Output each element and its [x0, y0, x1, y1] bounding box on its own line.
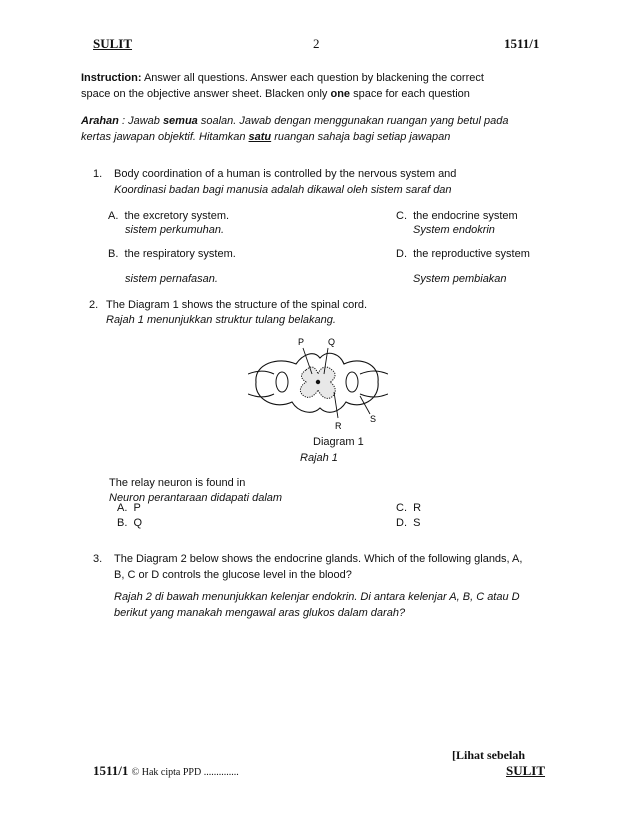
q2-option-b	[117, 515, 142, 531]
diagram-label-r: R	[335, 421, 342, 431]
diagram-label-s: S	[370, 414, 377, 424]
instruction-en-text-3: space for each question	[350, 88, 470, 100]
q1-option-c-en: the endocrine system	[413, 210, 518, 222]
instruction-en-bold: one	[330, 88, 351, 100]
q3-stem-en-line-2: B, C or D controls the glucose level in the blood?	[114, 569, 352, 581]
page-number: 2	[313, 36, 320, 51]
q1-option-d-letter: D.	[396, 248, 407, 260]
q2-option-d-text: S	[413, 517, 421, 529]
central-canal	[316, 380, 320, 384]
pointer-s	[360, 396, 370, 414]
q2-relay-stem-ms: Neuron perantaraan didapati dalam	[109, 492, 283, 504]
q2-option-b-letter: B.	[117, 517, 128, 529]
nerve-root-left-top	[248, 371, 274, 374]
instruction-ms-text-2: soalan. Jawab dengan menggunakan ruangan yang betul pada	[197, 115, 509, 127]
q1-option-a-ms: sistem perkumuhan.	[125, 224, 225, 236]
spinal-cord-diagram	[248, 334, 388, 432]
turn-over-note: [Lihat sebelah	[452, 748, 526, 762]
q2-option-a-text: P	[133, 502, 141, 514]
instruction-ms-bold-2: satu	[248, 131, 272, 143]
q3-stem-ms	[114, 589, 564, 621]
q2-option-d-letter: D.	[396, 517, 407, 529]
q1-number: 1.	[93, 168, 103, 180]
q2-option-c	[396, 500, 421, 516]
q3-stem-en	[114, 551, 564, 583]
ganglion-right	[346, 372, 358, 392]
diagram-1-caption-ms: Rajah 1	[300, 452, 338, 464]
arahan-label: Arahan	[81, 115, 119, 127]
q1-option-b	[108, 246, 236, 262]
diagram-label-p: P	[298, 337, 305, 347]
q3-stem-ms-line-2: berikut yang manakah mengawal aras glukos dalam darah?	[114, 607, 406, 619]
pointer-r	[334, 392, 338, 418]
q2-stem-ms: Rajah 1 menunjukkan struktur tulang belakang.	[106, 314, 336, 326]
q1-option-b-letter: B.	[108, 248, 119, 260]
nerve-root-right-top	[360, 371, 388, 374]
instruction-ms	[81, 113, 561, 145]
footer-copyright: © Hak cipta PPD ..............	[131, 767, 239, 778]
q1-stem-ms: Koordinasi badan bagi manusia adalah dikawal oleh sistem saraf dan	[114, 184, 452, 196]
q2-option-a	[117, 500, 141, 516]
instruction-en-text-2: space on the objective answer sheet. Blacken only	[81, 88, 331, 100]
instruction-ms-text-4: ruangan sahaja bagi setiap jawapan	[271, 131, 451, 143]
q1-option-d-en: the reproductive system	[413, 248, 530, 260]
instruction-ms-text-3: kertas jawapan objektif. Hitamkan	[81, 131, 249, 143]
q1-option-a-letter: A.	[108, 210, 119, 222]
q2-option-b-text: Q	[133, 517, 143, 529]
q1-stem-en: Body coordination of a human is controlled by the nervous system and	[114, 168, 457, 180]
q3-number: 3.	[93, 553, 103, 565]
nerve-root-right-bottom	[360, 394, 388, 397]
footer-sulit: SULIT	[506, 763, 546, 778]
instruction-ms-text-1: : Jawab	[118, 115, 163, 127]
instruction-ms-bold-1: semua	[162, 115, 198, 127]
q3-stem-ms-line-1: Rajah 2 di bawah menunjukkan kelenjar endokrin. Di antara kelenjar A, B, C atau D	[114, 591, 520, 603]
q1-option-b-en: the respiratory system.	[124, 248, 236, 260]
diagram-label-q: Q	[328, 337, 336, 347]
q1-option-d-ms: System pembiakan	[413, 273, 507, 285]
q2-stem-en: The Diagram 1 shows the structure of the spinal cord.	[106, 299, 368, 311]
ganglion-left	[276, 372, 288, 392]
footer-left	[93, 763, 239, 779]
q2-option-a-letter: A.	[117, 502, 128, 514]
nerve-root-left-bottom	[248, 394, 274, 397]
q1-option-c-letter: C.	[396, 210, 407, 222]
q1-option-c-ms: System endokrin	[413, 224, 495, 236]
header-sulit: SULIT	[93, 36, 133, 51]
instruction-en	[81, 70, 561, 102]
q2-option-d	[396, 515, 420, 531]
q1-option-b-ms: sistem pernafasan.	[125, 273, 218, 285]
diagram-1-caption-en: Diagram 1	[313, 436, 364, 448]
instruction-en-text-1: Answer all questions. Answer each question by blackening the correct	[141, 72, 484, 84]
footer-paper-code: 1511/1	[93, 763, 129, 778]
q2-relay-stem-en: The relay neuron is found in	[109, 477, 246, 489]
q2-option-c-text: R	[413, 502, 422, 514]
q3-stem-en-line-1: The Diagram 2 below shows the endocrine glands. Which of the following glands, A,	[114, 553, 523, 565]
header-paper-code: 1511/1	[504, 36, 540, 51]
q1-option-d	[396, 246, 530, 262]
instruction-label: Instruction:	[81, 72, 142, 84]
q2-number: 2.	[89, 299, 99, 311]
q2-option-c-letter: C.	[396, 502, 407, 514]
q1-option-a-en: the excretory system.	[124, 210, 230, 222]
